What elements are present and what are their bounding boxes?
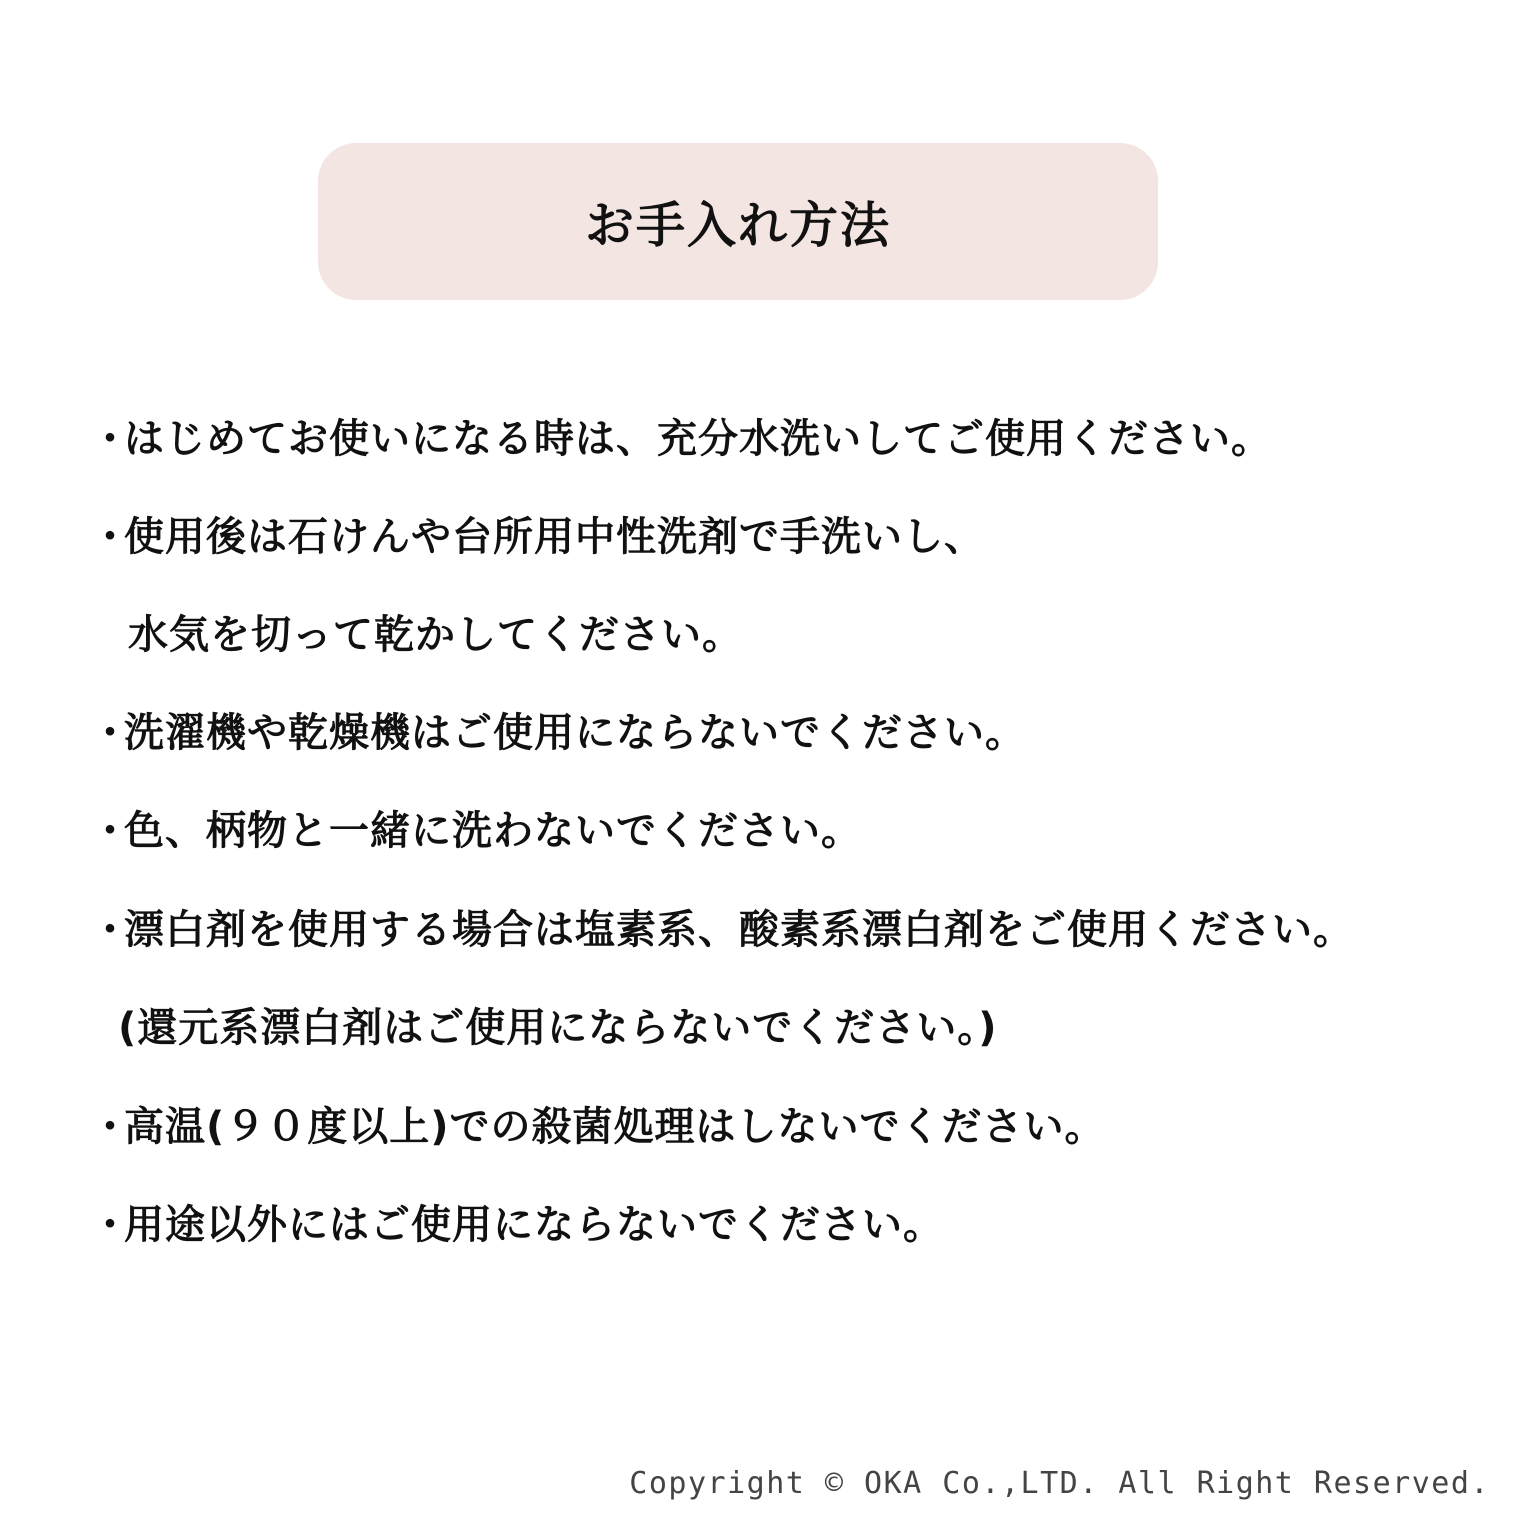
care-item-text: 洗濯機や乾燥機はご使用にならないでください。 bbox=[124, 710, 1026, 756]
care-item-text: (還元系漂白剤はご使用にならないでください。) bbox=[118, 1005, 998, 1051]
bullet-icon: ・ bbox=[90, 1202, 131, 1248]
care-item-text: はじめてお使いになる時は、充分水洗いしてご使用ください。 bbox=[124, 416, 1272, 462]
care-item-1 bbox=[90, 409, 1272, 469]
care-item-2-continuation bbox=[90, 605, 743, 665]
care-item-5-note bbox=[90, 998, 998, 1058]
bullet-icon: ・ bbox=[90, 710, 131, 756]
bullet-icon: ・ bbox=[90, 416, 131, 462]
bullet-icon: ・ bbox=[90, 514, 131, 560]
care-item-text: 漂白剤を使用する場合は塩素系、酸素系漂白剤をご使用ください。 bbox=[124, 907, 1354, 953]
care-item-4 bbox=[90, 801, 862, 861]
bullet-icon: ・ bbox=[90, 1104, 131, 1150]
care-item-7 bbox=[90, 1195, 944, 1255]
care-item-3 bbox=[90, 703, 1026, 763]
page-title: お手入れ方法 bbox=[584, 196, 891, 254]
care-item-text: 色、柄物と一緒に洗わないでください。 bbox=[124, 808, 862, 854]
bullet-icon: ・ bbox=[90, 808, 131, 854]
care-item-5 bbox=[90, 900, 1354, 960]
care-item-6 bbox=[90, 1097, 1106, 1157]
care-item-text: 水気を切って乾かしてください。 bbox=[128, 612, 743, 658]
title-banner bbox=[318, 143, 1158, 300]
care-item-2 bbox=[90, 507, 985, 567]
copyright-notice: Copyright © OKA Co.,LTD. All Right Reserved. bbox=[629, 1466, 1490, 1501]
care-item-text: 高温(９０度以上)での殺菌処理はしないでください。 bbox=[124, 1104, 1106, 1150]
bullet-icon: ・ bbox=[90, 907, 131, 953]
care-item-text: 用途以外にはご使用にならないでください。 bbox=[124, 1202, 944, 1248]
care-item-text: 使用後は石けんや台所用中性洗剤で手洗いし、 bbox=[124, 514, 985, 560]
